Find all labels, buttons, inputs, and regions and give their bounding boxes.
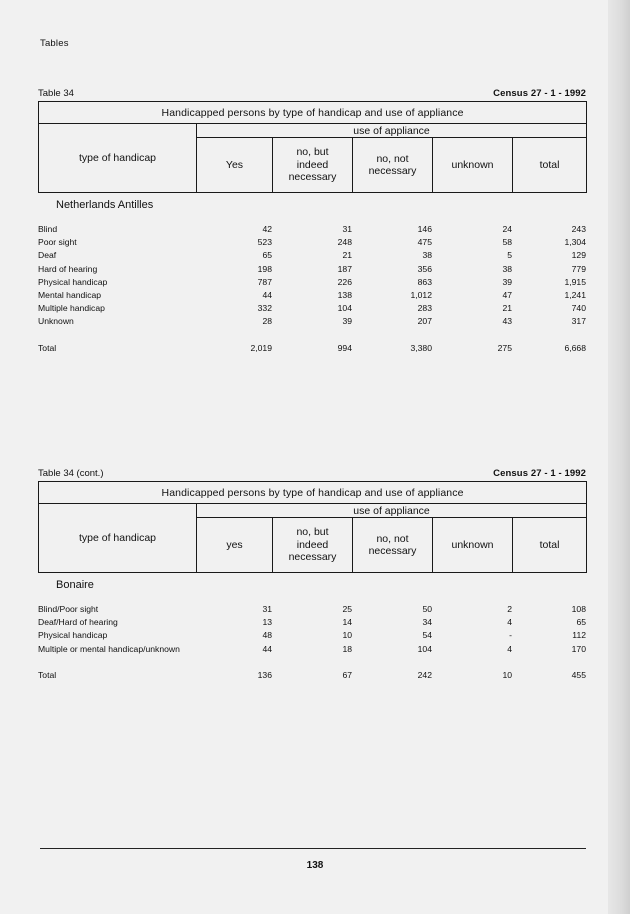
table-row (38, 223, 586, 236)
total-value: 242 (417, 669, 432, 680)
table-total-row (38, 342, 586, 355)
row-value: 146 (417, 224, 432, 234)
row-value: 207 (417, 316, 432, 327)
row-label: Physical handicap (38, 630, 108, 641)
total-value: 455 (571, 669, 586, 680)
table-row (38, 629, 586, 642)
column-header-total (513, 518, 587, 573)
row-value: 108 (571, 604, 586, 614)
spacer-cell (352, 656, 432, 669)
row-label: Deaf/Hard of hearing (38, 617, 118, 628)
row-value: 39 (342, 316, 352, 327)
column-header-line: unknown (451, 538, 494, 551)
table-group-header-row (39, 124, 587, 138)
spacer-cell (352, 329, 432, 342)
column-header-line: necessary (288, 551, 337, 564)
row-value: 24 (502, 224, 512, 234)
table-title-row (39, 102, 587, 124)
stub-header: type of handicap (39, 124, 197, 193)
column-header-line: necessary (368, 165, 417, 177)
row-value: 25 (342, 604, 352, 614)
row-value: 226 (337, 276, 352, 287)
row-value: 787 (257, 276, 272, 287)
row-value: 187 (337, 263, 352, 274)
row-value: - (509, 630, 512, 641)
row-value: 4 (507, 643, 512, 654)
total-label: Total (38, 669, 57, 680)
column-header-no-not-necessary (353, 518, 433, 573)
row-label: Multiple handicap (38, 303, 105, 314)
running-head: Tables (40, 38, 69, 49)
column-header-line: Yes (225, 158, 244, 171)
table-caption-row (38, 88, 586, 101)
row-label: Physical handicap (38, 276, 108, 287)
table-number-label: Table 34 (cont.) (38, 468, 104, 479)
row-value: 48 (262, 630, 272, 641)
spacer-cell (512, 329, 586, 342)
row-value: 4 (507, 617, 512, 628)
total-label: Total (38, 342, 57, 353)
table-number-label: Table 34 (38, 88, 74, 99)
row-value: 1,012 (410, 290, 432, 301)
row-spacer (38, 329, 586, 342)
row-value: 198 (257, 263, 272, 274)
table-row (38, 289, 586, 302)
row-value: 243 (571, 224, 586, 234)
row-value: 740 (571, 303, 586, 314)
table-caption-row (38, 468, 586, 481)
table-row (38, 603, 586, 616)
row-value: 65 (576, 617, 586, 628)
row-value: 21 (502, 303, 512, 314)
column-header-line: necessary (288, 171, 337, 184)
row-value: 332 (257, 303, 272, 314)
column-header-no-but-indeed-necessary (273, 518, 353, 573)
row-value: 129 (571, 250, 586, 261)
row-value: 104 (417, 643, 432, 654)
row-value: 54 (422, 630, 432, 641)
row-value: 1,915 (564, 276, 586, 287)
row-value: 42 (262, 224, 272, 234)
row-value: 475 (417, 237, 432, 248)
total-value: 994 (337, 342, 352, 353)
column-header-yes (197, 518, 273, 573)
spacer-cell (272, 329, 352, 342)
column-header-line: total (539, 538, 560, 551)
row-value: 14 (342, 617, 352, 628)
row-value: 104 (337, 303, 352, 314)
column-header-no-but-indeed-necessary (273, 138, 353, 193)
row-value: 38 (502, 263, 512, 274)
table-row (38, 315, 586, 328)
row-value: 21 (342, 250, 352, 261)
table-title: Handicapped persons by type of handicap and use of appliance (39, 482, 587, 504)
spacer-cell (38, 656, 196, 669)
row-value: 138 (337, 290, 352, 301)
spacer-cell (512, 656, 586, 669)
row-value: 248 (337, 237, 352, 248)
row-value: 779 (571, 263, 586, 274)
row-value: 50 (422, 604, 432, 614)
region-label-netherlands-antilles: Netherlands Antilles (56, 199, 154, 211)
table-title-row (39, 482, 587, 504)
row-value: 10 (342, 630, 352, 641)
table-row (38, 263, 586, 276)
column-header-total (513, 138, 587, 193)
table-row (38, 236, 586, 249)
row-value: 38 (422, 250, 432, 261)
row-value: 47 (502, 290, 512, 301)
table-row (38, 643, 586, 656)
row-value: 356 (417, 263, 432, 274)
row-value: 18 (342, 643, 352, 654)
row-value: 1,241 (564, 290, 586, 301)
row-value: 44 (262, 290, 272, 301)
table-group-header-row (39, 504, 587, 518)
column-header-line: unknown (451, 158, 494, 171)
spacer-cell (272, 656, 352, 669)
column-header-line: total (539, 158, 560, 171)
row-value: 5 (507, 250, 512, 261)
data-table-netherlands-antilles (38, 223, 586, 355)
stub-header: type of handicap (39, 504, 197, 573)
column-header-line: no, but (296, 146, 329, 159)
column-header-line: no, not (376, 152, 409, 165)
page-number: 138 (306, 860, 324, 871)
row-label: Blind (38, 224, 58, 234)
page-edge-shadow (608, 0, 630, 914)
table-row (38, 302, 586, 315)
total-value: 10 (502, 669, 512, 680)
table-header-grid (38, 101, 587, 193)
row-value: 283 (417, 303, 432, 314)
group-header-use-of-appliance: use of appliance (197, 124, 587, 138)
total-value: 2,019 (250, 342, 272, 353)
column-header-no-not-necessary (353, 138, 433, 193)
spacer-cell (432, 329, 512, 342)
column-header-yes (197, 138, 273, 193)
row-value: 13 (262, 617, 272, 628)
column-header-line: no, not (376, 532, 409, 545)
column-header-line: no, but (296, 526, 329, 539)
row-value: 43 (502, 316, 512, 327)
table-header-grid (38, 481, 587, 573)
row-spacer (38, 656, 586, 669)
table-row (38, 276, 586, 289)
row-label: Hard of hearing (38, 263, 98, 274)
data-table-bonaire (38, 603, 586, 682)
column-header-line: necessary (368, 545, 417, 557)
total-value: 275 (497, 342, 512, 353)
row-value: 317 (571, 316, 586, 327)
row-label: Poor sight (38, 237, 77, 248)
table-block-bonaire (38, 468, 586, 682)
census-date-label: Census 27 - 1 - 1992 (493, 468, 586, 479)
total-value: 3,380 (410, 342, 432, 353)
row-value: 44 (262, 643, 272, 654)
spacer-cell (38, 329, 196, 342)
row-value: 863 (417, 276, 432, 287)
row-value: 31 (262, 604, 272, 614)
row-label: Multiple or mental handicap/unknown (38, 643, 180, 654)
row-value: 523 (257, 237, 272, 248)
total-value: 6,668 (564, 342, 586, 353)
region-label-bonaire: Bonaire (56, 579, 94, 591)
column-header-unknown (433, 518, 513, 573)
row-label: Unknown (38, 316, 74, 327)
row-label: Blind/Poor sight (38, 604, 99, 614)
spacer-cell (432, 656, 512, 669)
column-header-line: indeed (296, 158, 329, 171)
column-header-line: indeed (296, 538, 329, 551)
row-label: Deaf (38, 250, 57, 261)
row-label: Mental handicap (38, 290, 102, 301)
row-value: 65 (262, 250, 272, 261)
row-value: 58 (502, 237, 512, 248)
total-value: 136 (257, 669, 272, 680)
column-header-unknown (433, 138, 513, 193)
table-title: Handicapped persons by type of handicap and use of appliance (39, 102, 587, 124)
spacer-cell (196, 329, 272, 342)
column-header-line: yes (226, 538, 243, 551)
row-value: 31 (342, 224, 352, 234)
total-value: 67 (342, 669, 352, 680)
row-value: 170 (571, 643, 586, 654)
footer-rule (40, 848, 586, 849)
row-value: 34 (422, 617, 432, 628)
row-value: 28 (262, 316, 272, 327)
row-value: 112 (572, 630, 586, 641)
census-date-label: Census 27 - 1 - 1992 (493, 88, 586, 99)
table-row (38, 249, 586, 262)
table-block-netherlands-antilles (38, 88, 586, 355)
table-total-row (38, 669, 586, 682)
row-value: 1,304 (564, 237, 586, 248)
row-value: 2 (507, 604, 512, 614)
group-header-use-of-appliance: use of appliance (197, 504, 587, 518)
row-value: 39 (502, 276, 512, 287)
table-row (38, 616, 586, 629)
spacer-cell (196, 656, 272, 669)
